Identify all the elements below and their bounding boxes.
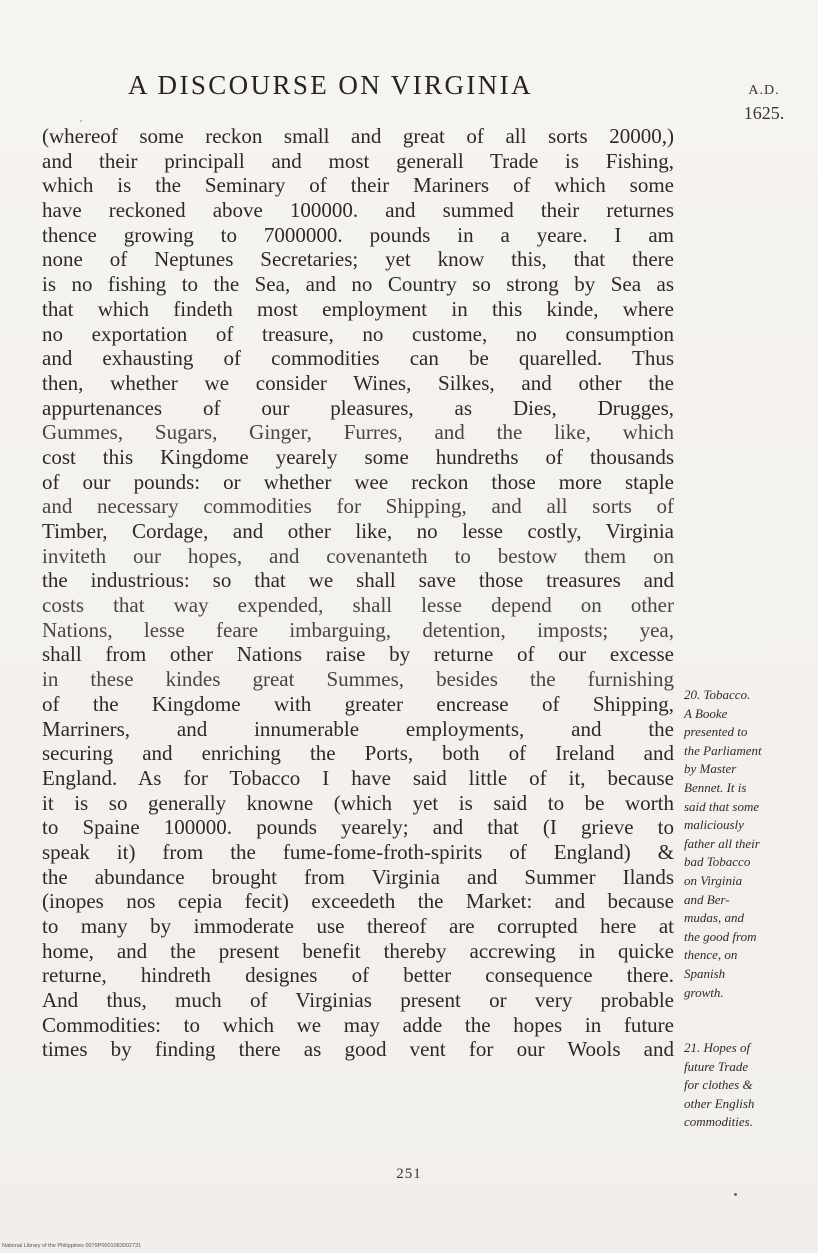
digitization-credit: National Library of the Philippines 0079P0001083002731 [2, 1243, 142, 1249]
text-line: Commodities: to which we may adde the hopes in future [42, 1012, 674, 1037]
marginal-note-line: the Parliament [684, 742, 762, 758]
text-line: returne, hindreth designes of better consequence there. [42, 963, 674, 988]
text-line: Nations, lesse feare imbarguing, detention, imposts; yea, [42, 617, 674, 642]
marginal-note-20 [684, 686, 800, 1002]
text-line: And thus, much of Virginias present or very probable [42, 988, 674, 1013]
text-line: none of Neptunes Secretaries; yet know this, that there [42, 247, 674, 272]
text-line: of our pounds: or whether wee reckon those more staple [42, 469, 674, 494]
text-line: it is so generally knowne (which yet is said to be worth [42, 790, 674, 815]
text-line: Gummes, Sugars, Ginger, Furres, and the like, which [42, 420, 674, 445]
text-line: and necessary commodities for Shipping, and all sorts of [42, 494, 674, 519]
main-text-block [42, 124, 674, 1062]
marginal-note-line: future Trade [684, 1058, 749, 1074]
marginal-note-line: growth. [684, 984, 724, 1000]
marginal-note-line: 20. Tobacco. [684, 687, 751, 702]
marginal-note-line: by Master [684, 761, 737, 777]
text-line: the abundance brought from Virginia and Summer Ilands [42, 864, 674, 889]
text-line: costs that way expended, shall lesse depend on other [42, 593, 674, 618]
marginal-note-line: presented to [684, 724, 748, 740]
marginal-note-line: bad Tobacco [684, 854, 751, 870]
marginal-note-line: on Virginia [684, 872, 743, 888]
text-line: and exhausting of commodities can be quarelled. Thus [42, 346, 674, 371]
text-line: that which findeth most employment in this kinde, where [42, 296, 674, 321]
text-line: securing and enriching the Ports, both of Ireland and [42, 741, 674, 766]
page-number: 251 [396, 1166, 422, 1182]
marginal-note-line: other English [684, 1095, 755, 1111]
marginal-note-line: mudas, and [684, 910, 744, 926]
text-line: of the Kingdome with greater encrease of Shipping, [42, 691, 674, 716]
marginal-note-line: maliciously [684, 817, 744, 833]
year-value: 1625. [743, 103, 785, 123]
marginal-note-line: 21. Hopes of [684, 1040, 751, 1055]
text-line: shall from other Nations raise by returne of our excesse [42, 642, 674, 667]
marginal-note-line: Bennet. It is [684, 779, 747, 795]
text-line: to Spaine 100000. pounds yearely; and that (I grieve to [42, 815, 674, 840]
text-line: is no fishing to the Sea, and no Country so strong by Sea as [42, 272, 674, 297]
text-line: in these kindes great Summes, besides the furnishing [42, 667, 674, 692]
text-line: cost this Kingdome yearely some hundreths of thousands [42, 444, 674, 469]
year-era-label: A.D. [748, 83, 780, 98]
text-line: no exportation of treasure, no custome, no consumption [42, 321, 674, 346]
running-head-title: A DISCOURSE ON VIRGINIA [128, 70, 533, 100]
text-line: then, whether we consider Wines, Silkes, and other the [42, 370, 674, 395]
text-line: have reckoned above 100000. and summed their returnes [42, 198, 674, 223]
text-line: the industrious: so that we shall save those treasures and [42, 568, 674, 593]
running-head-year [734, 80, 794, 124]
marginal-note-line: thence, on [684, 947, 738, 963]
text-line: (whereof some reckon small and great of all sorts 20000,) [42, 124, 674, 148]
text-line: and their principall and most generall Trade is Fishing, [42, 148, 674, 173]
marginal-note-21 [684, 1039, 800, 1132]
text-line: inviteth our hopes, and covenanteth to bestow them on [42, 543, 674, 568]
text-line: speak it) from the fume-fome-froth-spirits of England) & [42, 839, 674, 864]
marginal-note-line: A Booke [684, 705, 728, 721]
text-line: Marriners, and innumerable employments, and the [42, 716, 674, 741]
marginal-note-line: and Ber- [684, 891, 730, 907]
text-line: thence growing to 7000000. pounds in a yeare. I am [42, 222, 674, 247]
text-line: (inopes nos cepia fecit) exceedeth the Market: and because [42, 889, 674, 914]
marginal-note-line: for clothes & [684, 1077, 753, 1093]
text-line: appurtenances of our pleasures, as Dies, Drugges, [42, 395, 674, 420]
marginal-note-line: said that some [684, 798, 760, 814]
text-line: to many by immoderate use thereof are corrupted here at [42, 914, 674, 938]
ink-speck [734, 1193, 737, 1196]
text-line: which is the Seminary of their Mariners of which some [42, 173, 674, 198]
text-line: Timber, Cordage, and other like, no lesse costly, Virginia [42, 519, 674, 543]
marginal-note-line: the good from [684, 928, 757, 944]
marginal-note-line: Spanish [684, 965, 726, 981]
ink-speck [80, 120, 82, 122]
marginal-note-line: father all their [684, 835, 760, 851]
text-line: England. As for Tobacco I have said little of it, because [42, 765, 674, 790]
text-line: times by finding there as good vent for our Wools and [42, 1037, 674, 1062]
marginal-note-line: commodities. [684, 1114, 753, 1130]
text-line: home, and the present benefit thereby accrewing in quicke [42, 938, 674, 963]
